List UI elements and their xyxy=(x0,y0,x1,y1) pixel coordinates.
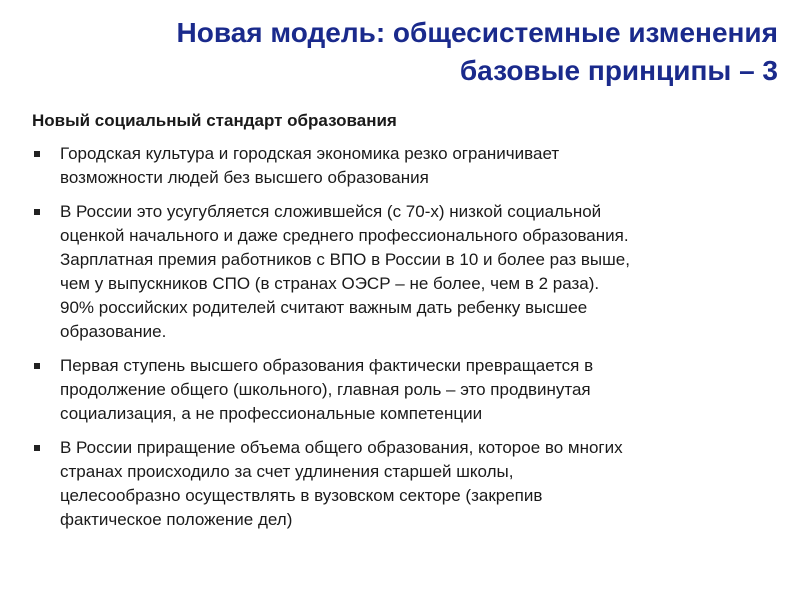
bullet-text-line: продолжение общего (школьного), главная роль – это продвинутая xyxy=(60,380,591,399)
bullet-text-line: чем у выпускников СПО (в странах ОЭСР – не более, чем в 2 раза). xyxy=(60,274,600,293)
square-bullet-icon xyxy=(34,151,40,157)
bullet-text-line: Зарплатная премия работников с ВПО в России в 10 и более раз выше, xyxy=(60,250,630,269)
bullet-text-line: Городская культура и городская экономика резко ограничивает xyxy=(60,144,560,163)
bullet-text-line: Первая ступень высшего образования фактически превращается в xyxy=(60,356,594,375)
bullet-text-line: социализация, а не профессиональные компетенции xyxy=(60,404,483,423)
square-bullet-icon xyxy=(34,445,40,451)
square-bullet-icon xyxy=(34,209,40,215)
bullet-text-line: странах происходило за счет удлинения старшей школы, xyxy=(60,462,514,481)
bullet-text-line: фактическое положение дел) xyxy=(60,510,293,529)
bullet-text-line: целесообразно осуществлять в вузовском секторе (закрепив xyxy=(60,486,543,505)
bullet-list xyxy=(32,142,772,532)
bullet-text-line: возможности людей без высшего образования xyxy=(60,168,429,187)
bullet-text-line: 90% российских родителей считают важным дать ребенку высшее xyxy=(60,298,588,317)
section-subtitle: Новый социальный стандарт образования xyxy=(32,111,397,130)
bullet-text-line: В России это усугубляется сложившейся (с 70-х) низкой социальной xyxy=(60,202,602,221)
bullet-item xyxy=(32,142,772,190)
bullet-item xyxy=(32,200,772,344)
slide-title xyxy=(58,14,778,90)
bullet-text-line: В России приращение объема общего образования, которое во многих xyxy=(60,438,623,457)
slide-title-line-2: базовые принципы – 3 xyxy=(459,55,778,86)
slide-title-line-1: Новая модель: общесистемные изменения xyxy=(176,17,778,48)
bullet-item xyxy=(32,354,772,426)
bullet-text-line: оценкой начального и даже среднего профессионального образования. xyxy=(60,226,629,245)
bullet-text-line: образование. xyxy=(60,322,167,341)
bullet-item xyxy=(32,436,772,532)
slide-content xyxy=(32,110,772,542)
square-bullet-icon xyxy=(34,363,40,369)
